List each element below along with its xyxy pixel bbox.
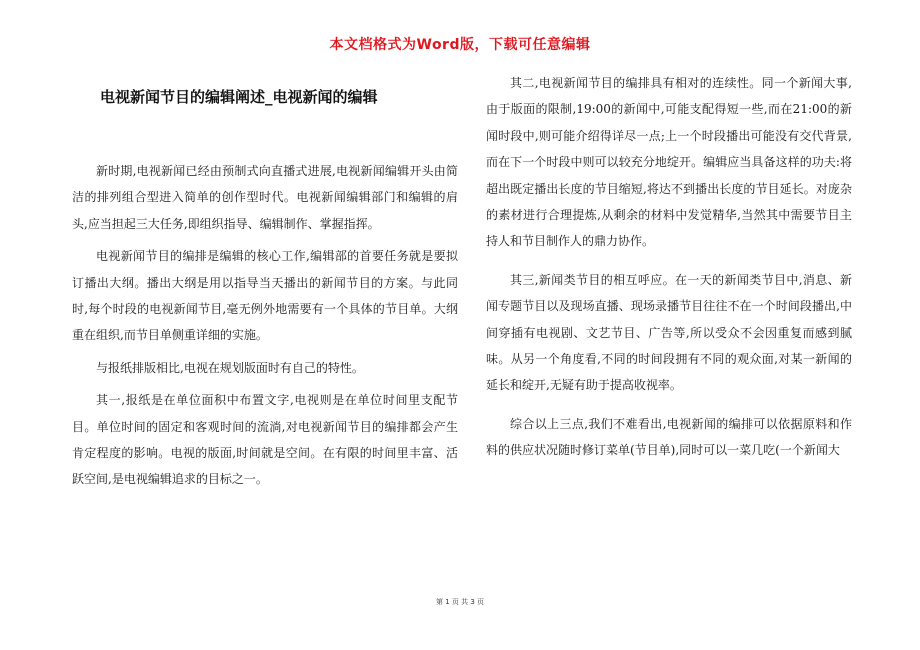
paragraph: 其二,电视新闻节目的编排具有相对的连续性。同一个新闻大事,由于版面的限制,19:00的新闻中,可能支配得短一些,而在21:00的新闻时段中,则可能介绍得详尽一点;上一个时段播出可能没有交代背景,而在下一个时段中则可以较充分地绽开。编辑应当具备这样的功夫:将超出既定播出长度的节目缩短,将达不到播出长度的节目延长。对庞杂的素材进行合理提炼,从剩余的材料中发觉精华,当然其中需要节目主持人和节目制作人的鼎力协作。	[486, 76, 852, 249]
right-column	[486, 70, 852, 476]
page-number: 第 1 页 共 3 页	[435, 598, 485, 606]
format-banner: 本文档格式为Word版，下载可任意编辑	[329, 37, 591, 53]
paragraph: 其一,报纸是在单位面积中布置文字,电视则是在单位时间里支配节目。单位时间的固定和客观时间的流淌,对电视新闻节目的编排都会产生肯定程度的影响。电视的版面,时间就是空间。在有限的时间里丰富、活跃空间,是电视编辑追求的目标之一。	[72, 393, 458, 487]
paragraph: 与报纸排版相比,电视在规划版面时有自己的特性。	[96, 360, 364, 375]
paragraph: 电视新闻节目的编排是编辑的核心工作,编辑部的首要任务就是要拟订播出大纲。播出大纲是用以指导当天播出的新闻节目的方案。与此同时,每个时段的电视新闻节目,毫无例外地需要有一个具体的节目单。大纲重在组织,而节目单侧重详细的实施。	[72, 249, 458, 343]
paragraph: 综合以上三点,我们不难看出,电视新闻的编排可以依据原料和作料的供应状况随时修订菜单(节目单),同时可以一菜几吃(一个新闻大	[486, 416, 852, 458]
document-title: 电视新闻节目的编辑阐述_电视新闻的编辑	[100, 88, 378, 106]
paragraph: 新时期,电视新闻已经由预制式向直播式进展,电视新闻编辑开头由简洁的排列组合型进入简单的创作型时代。电视新闻编辑部门和编辑的肩头,应当担起三大任务,即组织指导、编辑制作、掌握指挥。	[72, 164, 458, 231]
paragraph: 其三,新闻类节目的相互呼应。在一天的新闻类节目中,消息、新闻专题节目以及现场直播、现场录播节目往往不在一个时间段播出,中间穿插有电视剧、文艺节目、广告等,所以受众不会因重复而感到腻味。从另一个角度看,不同的时间段拥有不同的观众面,对某一新闻的延长和绽开,无疑有助于提高收视率。	[486, 272, 852, 393]
left-column	[72, 158, 458, 499]
